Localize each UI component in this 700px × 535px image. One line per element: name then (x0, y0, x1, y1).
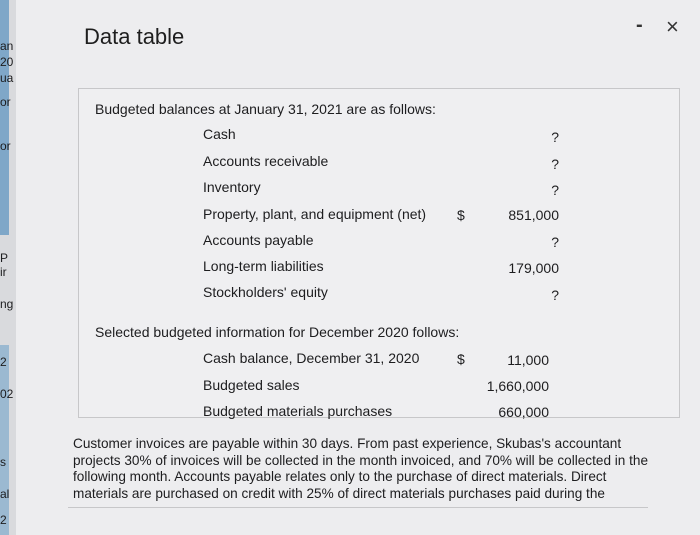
data-table-panel (78, 88, 680, 418)
divider (68, 507, 648, 508)
close-button[interactable]: × (666, 14, 679, 39)
balance-value-ppe: 851,000 (508, 207, 559, 223)
background-text-fragment: an (0, 39, 14, 53)
background-text-fragment: 20 (0, 55, 14, 69)
balance-label-inventory: Inventory (203, 179, 261, 195)
balance-value-inventory: ? (551, 182, 559, 198)
december-dollar-cash-balance: $ (457, 351, 465, 367)
december-label-budgeted-sales: Budgeted sales (203, 377, 300, 393)
background-text-fragment: P (0, 251, 9, 265)
balance-label-long-term-liabilities: Long-term liabilities (203, 258, 324, 274)
background-text-fragment: or (0, 95, 11, 109)
background-text-fragment: 2 (0, 355, 7, 369)
background-text-fragment: 2 (0, 513, 7, 527)
background-accent-bar (0, 345, 9, 535)
background-text-fragment: or (0, 139, 11, 153)
background-text-fragment: ir (0, 265, 7, 279)
background-text-fragment: ng (0, 297, 14, 311)
data-table-dialog (16, 0, 700, 535)
minimize-button[interactable]: - (636, 14, 643, 36)
background-text-fragment: al (0, 487, 10, 501)
background-text-fragment: s (0, 455, 6, 469)
collection-policy-note: Customer invoices are payable within 30 days. From past experience, Skubas's accountant projects 30% of invoices will be collected in the month invoiced, and 70% will be collected in the following month. Accounts payable relates only to the purchase of direct materials. Direct materials are purchased on credit with 25% of direct materials purchases paid during the (73, 436, 649, 501)
december-heading: Selected budgeted information for December 2020 follows: (95, 324, 460, 340)
december-label-materials-purchases: Budgeted materials purchases (203, 403, 393, 419)
balance-label-accounts-receivable: Accounts receivable (203, 153, 329, 169)
background-text-fragment: ua (0, 71, 14, 85)
december-label-cash-balance: Cash balance, December 31, 2020 (203, 350, 420, 366)
balance-dollar-ppe: $ (457, 207, 465, 223)
background-accent-bar (0, 0, 9, 235)
balance-value-stockholders-equity: ? (551, 287, 559, 303)
balance-label-cash: Cash (203, 126, 236, 142)
balance-value-cash: ? (551, 129, 559, 145)
december-value-materials-purchases: 660,000 (498, 404, 549, 420)
balance-label-stockholders-equity: Stockholders' equity (203, 284, 328, 300)
background-text-fragment: 02 (0, 387, 14, 401)
background-page-strip (0, 0, 16, 535)
balances-heading: Budgeted balances at January 31, 2021 are as follows: (95, 101, 436, 117)
balance-value-accounts-payable: ? (551, 234, 559, 250)
balance-label-accounts-payable: Accounts payable (203, 232, 314, 248)
balance-value-long-term-liabilities: 179,000 (508, 260, 559, 276)
balance-value-accounts-receivable: ? (551, 156, 559, 172)
balance-label-ppe: Property, plant, and equipment (net) (203, 206, 427, 222)
december-value-cash-balance: 11,000 (507, 352, 549, 368)
dialog-title: Data table (84, 24, 185, 49)
december-value-budgeted-sales: 1,660,000 (486, 378, 549, 394)
